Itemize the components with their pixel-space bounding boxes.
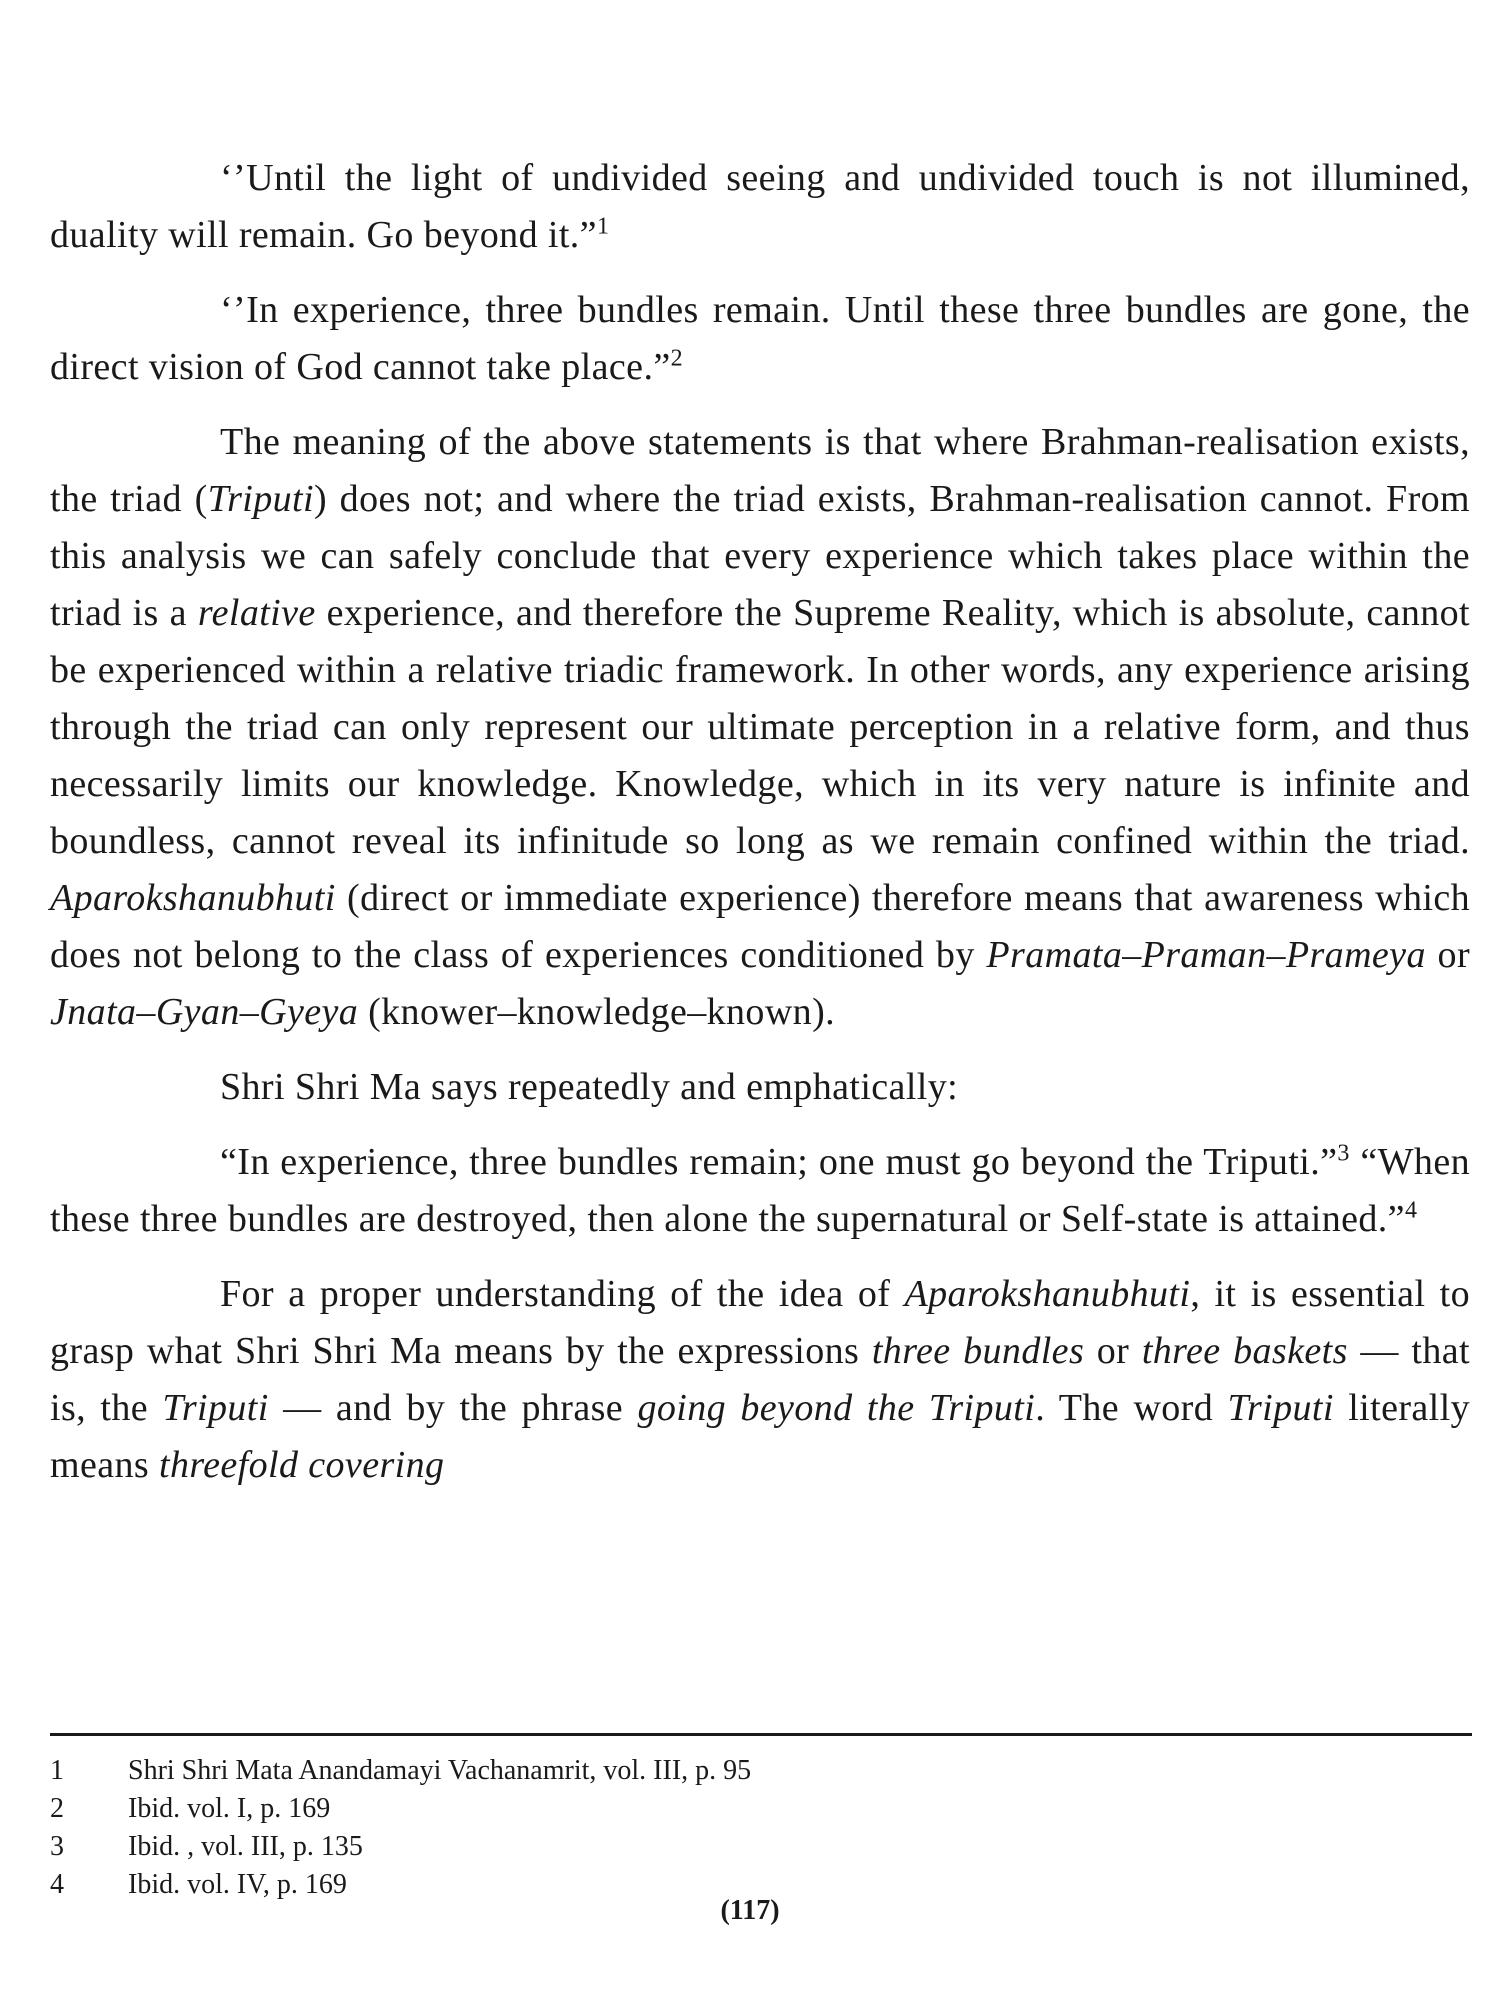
text-run: (direct or immediate experience) therefore means that awareness which does not belong to the class of experiences conditioned by [50,877,1470,976]
text-run: — that is, the [50,1330,1470,1429]
footnote-text: Shri Shri Mata Anandamayi Vachanamrit, vol. III, p. 95 [128,1755,752,1786]
italic-term: going beyond the Triputi [637,1387,1036,1429]
text-run: ‘’Until the light of undivided seeing and undivided touch is not illumined, duality will remain. Go beyond it.” [50,157,1470,256]
text-run: “When these three bundles are destroyed, then alone the supernatural or Self-state is attained.” [50,1141,1470,1240]
italic-term: Triputi [1227,1387,1334,1429]
footnote-marker: 4 [1404,1197,1418,1224]
footnote-item [50,1790,1450,1828]
paragraph-p2 [50,282,1470,396]
footnote-item [50,1752,1450,1790]
text-run: experience, and therefore the Supreme Reality, which is absolute, cannot be experienced within a relative triadic framework. In other words, any experience arising through the triad can only represent our ultimate perception in a relative form, and thus necessarily limits our knowledge. Knowledge, which in its very nature is infinite and boundless, cannot reveal its infinitude so long as we remain confined within the triad. [50,592,1471,862]
paragraph-p4 [50,1059,1470,1116]
footnotes [50,1752,1450,1904]
paragraph-p5 [50,1134,1470,1248]
text-run: (knower–knowledge–known). [358,991,836,1033]
italic-term: Aparokshanubhuti [904,1273,1191,1315]
footnote-text: Ibid. vol. IV, p. 169 [128,1869,347,1900]
italic-term: Jnata–Gyan–Gyeya [50,991,359,1033]
text-run: The meaning of the above statements is that where Brahman-realisation exists, the triad ( [50,421,1470,520]
italic-term: Aparokshanubhuti [50,877,336,919]
footnote-text: Ibid. vol. I, p. 169 [128,1793,331,1824]
footnote-item [50,1828,1450,1866]
italic-term: three bundles [871,1330,1085,1372]
italic-term: three baskets [1141,1330,1348,1372]
paragraph-p6 [50,1266,1470,1494]
footnote-divider [50,1733,1472,1736]
text-run: or [1425,934,1470,976]
footnote-number: 2 [50,1793,64,1824]
text-run: — and by the phrase [268,1387,638,1429]
footnote-number: 3 [50,1831,64,1862]
italic-term: Triputi [207,478,314,520]
text-run: “In experience, three bundles remain; one must go beyond the Triputi.” [220,1141,1338,1183]
footnote-marker: 1 [596,213,610,240]
text-run: ‘’In experience, three bundles remain. Until these three bundles are gone, the direct vision of God cannot take place.” [50,289,1470,388]
italic-term: threefold covering [158,1444,445,1486]
paragraph-p1 [50,150,1470,264]
text-run: ) does not; and where the triad exists, Brahman-realisation cannot. From this analysis we can safely conclude that every experience which takes place within the triad is a [50,478,1470,634]
text-run: literally means [50,1387,1470,1486]
body-text [50,150,1470,1512]
text-run: For a proper understanding of the idea of [220,1273,905,1315]
paragraph-p3 [50,414,1470,1041]
text-run: . The word [1035,1387,1228,1429]
italic-term: relative [197,592,316,634]
footnote-text: Ibid. , vol. III, p. 135 [128,1831,363,1862]
italic-term: Triputi [162,1387,269,1429]
italic-term: Pramata–Praman–Prameya [986,934,1426,976]
page-number: (117) [720,1895,780,1926]
text-run: or [1084,1330,1142,1372]
text-run: , it is essential to grasp what Shri Shri Ma means by the expressions [50,1273,1470,1372]
footnote-marker: 3 [1337,1140,1350,1167]
text-run: Shri Shri Ma says repeatedly and emphatically: [220,1066,959,1108]
footnote-number: 1 [50,1755,64,1786]
footnote-marker: 2 [670,345,684,372]
footnote-number: 4 [50,1869,64,1900]
